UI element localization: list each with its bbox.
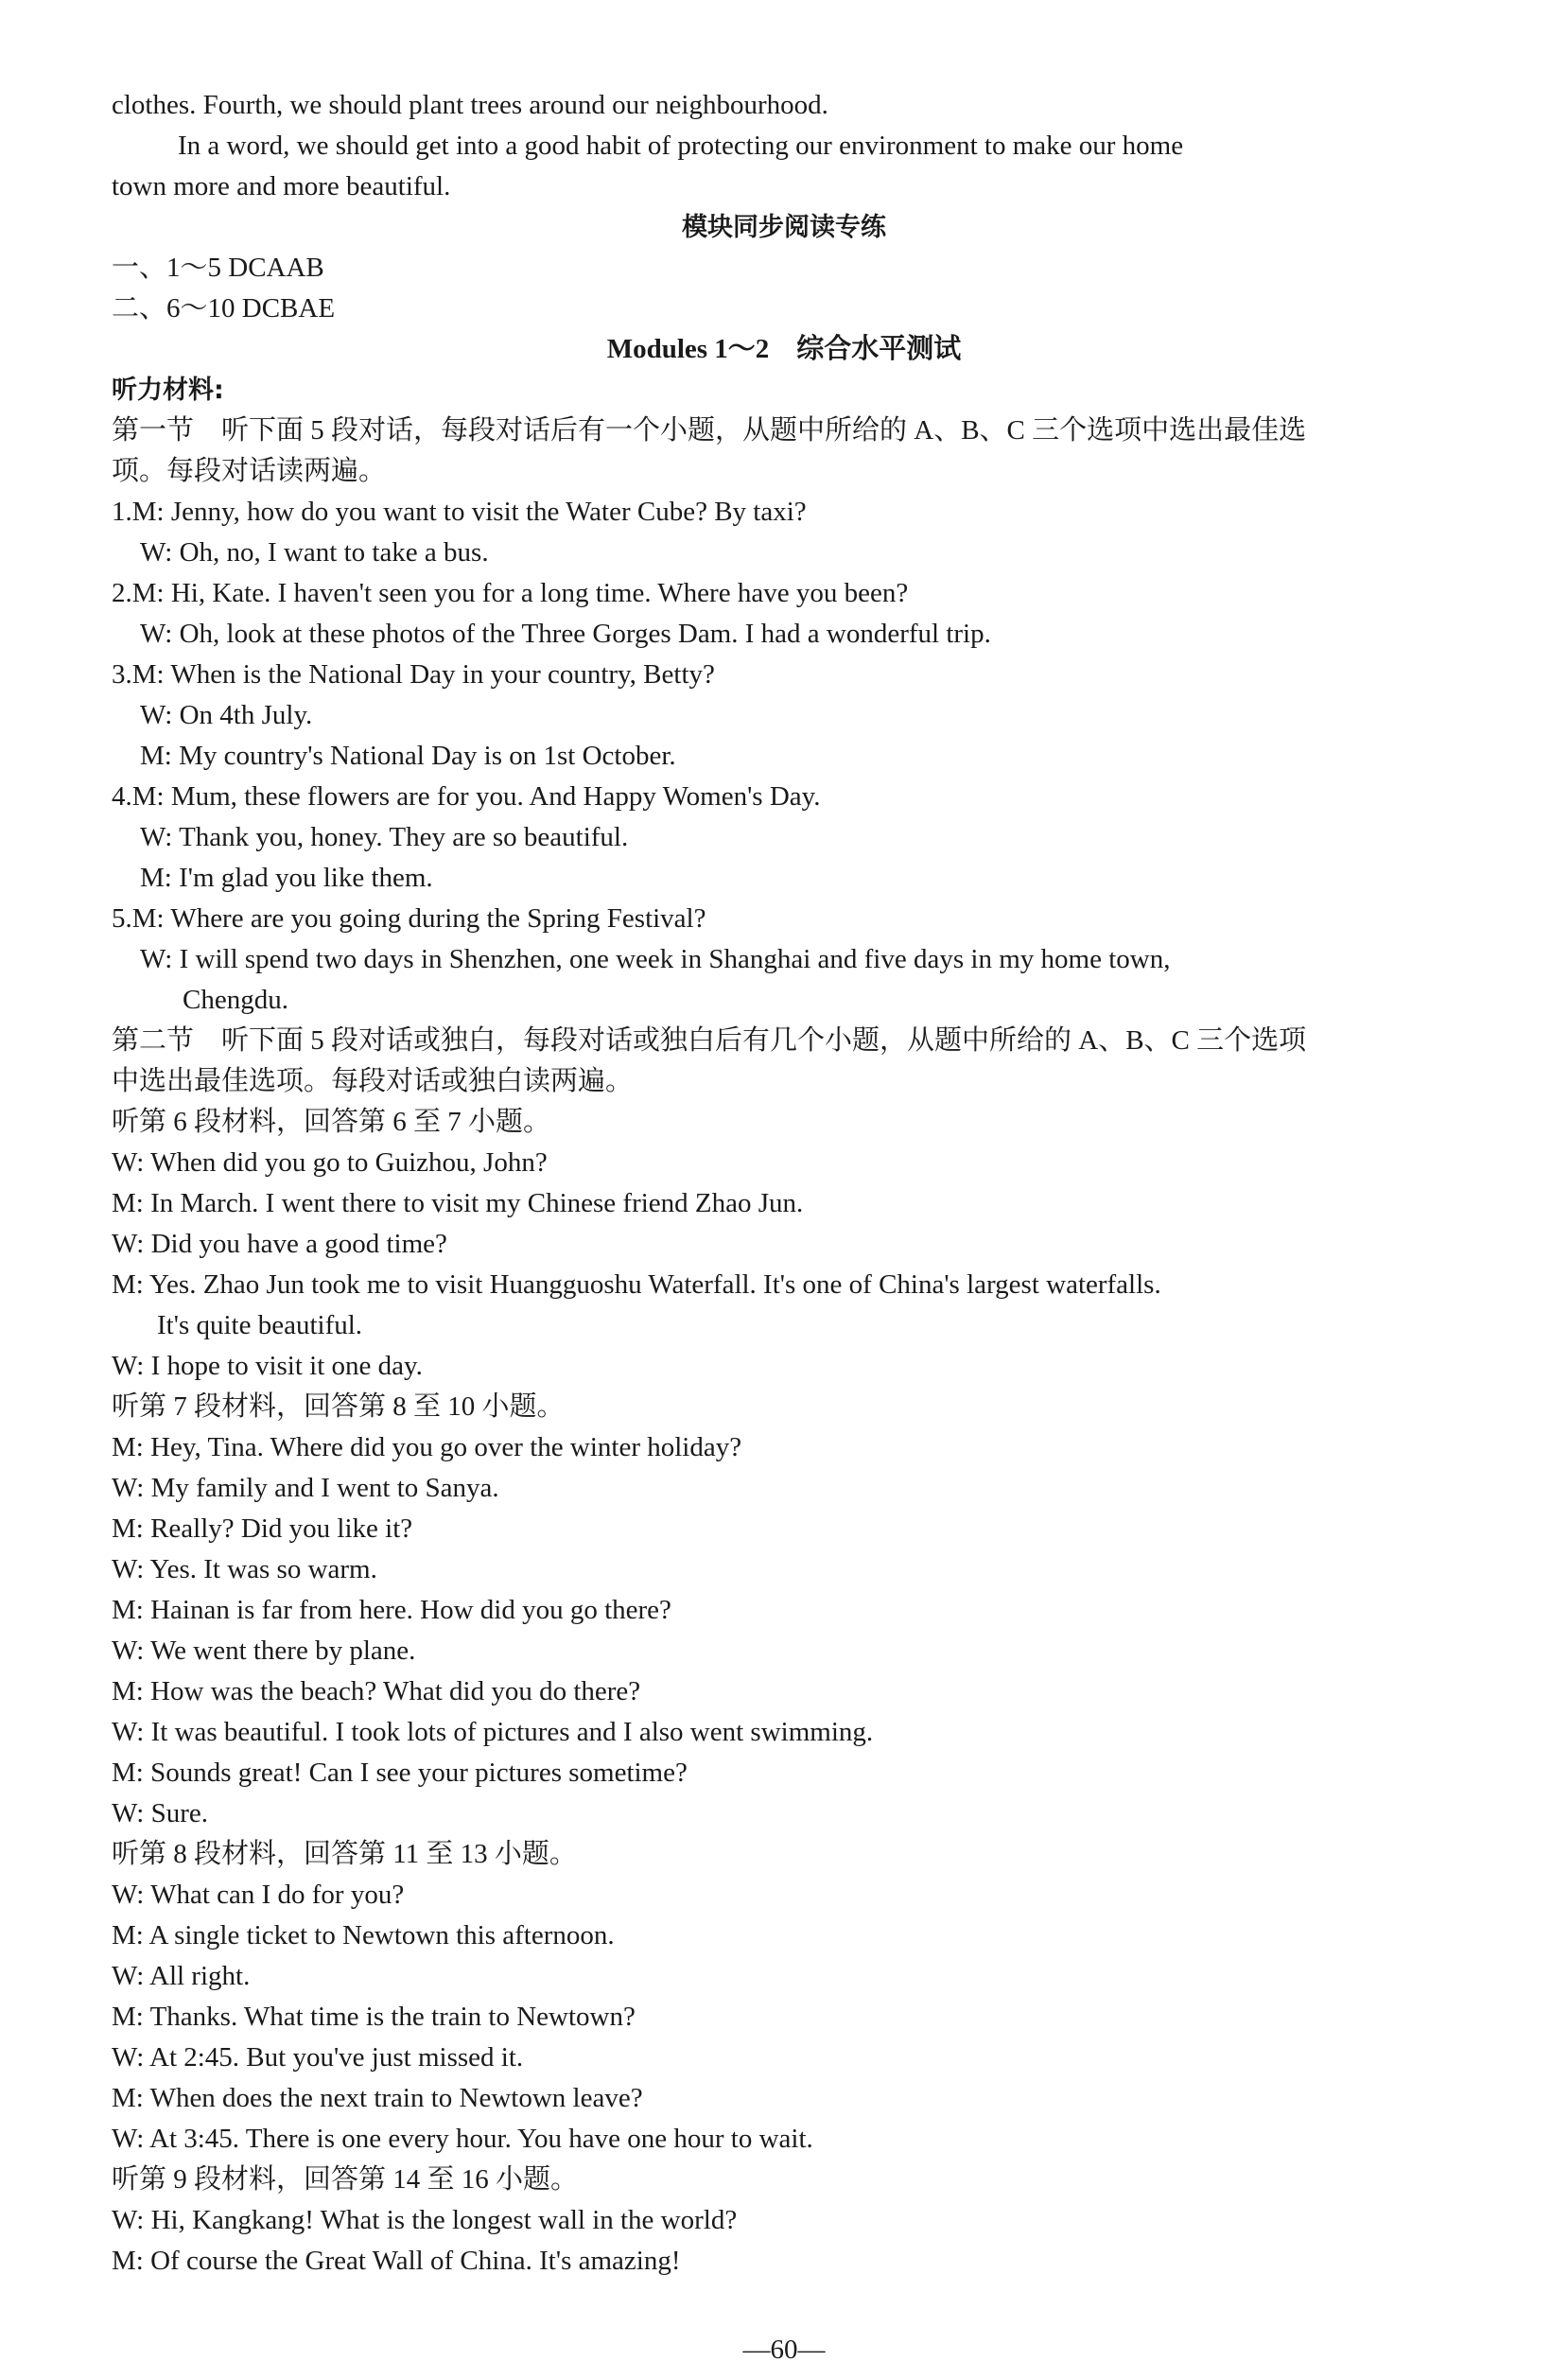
dialogue-line: W: On 4th July.: [140, 700, 313, 730]
dialogue-line: M: How was the beach? What did you do there?: [112, 1676, 641, 1706]
dialogue-line: It's quite beautiful.: [157, 1310, 363, 1340]
dialogue-line: W: Oh, look at these photos of the Three Gorges Dam. I had a wonderful trip.: [140, 619, 991, 649]
dialogue-line: M: My country's National Day is on 1st October.: [140, 741, 676, 771]
page-number: —60—: [742, 2335, 826, 2365]
dialogue-line: W: I hope to visit it one day.: [112, 1351, 423, 1381]
instruction-line: 第一节 听下面 5 段对话，每段对话后有一个小题，从题中所给的 A、B、C 三个选项中选出最佳选: [112, 415, 1307, 446]
material-intro: 听第 9 段材料，回答第 14 至 16 小题。: [112, 2164, 579, 2195]
dialogue-line: M: Sounds great! Can I see your pictures sometime?: [112, 1758, 688, 1788]
dialogue-line: M: Really? Did you like it?: [112, 1513, 413, 1544]
instruction-line: 中选出最佳选项。每段对话或独白读两遍。: [112, 1066, 634, 1096]
material-intro: 听第 7 段材料，回答第 8 至 10 小题。: [112, 1391, 565, 1422]
dialogue-line: M: Of course the Great Wall of China. It's amazing!: [112, 2246, 681, 2276]
dialogue-line: W: I will spend two days in Shenzhen, one week in Shanghai and five days in my home town,: [140, 944, 1171, 974]
dialogue-line: M: Thanks. What time is the train to Newtown?: [112, 2002, 636, 2032]
dialogue-line: 3.M: When is the National Day in your country, Betty?: [112, 659, 715, 690]
dialogue-line: M: In March. I went there to visit my Chinese friend Zhao Jun.: [112, 1188, 804, 1218]
dialogue-line: W: At 3:45. There is one every hour. You have one hour to wait.: [112, 2124, 813, 2154]
dialogue-line: M: Yes. Zhao Jun took me to visit Huangguoshu Waterfall. It's one of China's largest waterfalls.: [112, 1269, 1161, 1300]
dialogue-line: W: Sure.: [112, 1798, 209, 1828]
dialogue-line: Chengdu.: [183, 985, 288, 1015]
listening-label: 听力材料:: [112, 376, 224, 405]
text-line: clothes. Fourth, we should plant trees around our neighbourhood.: [112, 90, 828, 120]
material-intro: 听第 8 段材料，回答第 11 至 13 小题。: [112, 1839, 577, 1869]
dialogue-line: W: All right.: [112, 1961, 251, 1991]
dialogue-line: W: We went there by plane.: [112, 1636, 416, 1666]
dialogue-line: W: Did you have a good time?: [112, 1229, 447, 1259]
dialogue-line: W: At 2:45. But you've just missed it.: [112, 2042, 524, 2073]
dialogue-line: W: Thank you, honey. They are so beautiful.: [140, 822, 629, 852]
answer-line: 一、1～5 DCAAB: [112, 253, 324, 283]
material-intro: 听第 6 段材料，回答第 6 至 7 小题。: [112, 1107, 551, 1137]
dialogue-line: W: Yes. It was so warm.: [112, 1554, 377, 1584]
instruction-line: 第二节 听下面 5 段对话或独白，每段对话或独白后有几个小题，从题中所给的 A、B、C 三个选项: [112, 1025, 1307, 1056]
text-line: In a word, we should get into a good habit of protecting our environment to make our home: [178, 131, 1184, 161]
dialogue-line: 4.M: Mum, these flowers are for you. And Happy Women's Day.: [112, 781, 821, 812]
dialogue-line: W: Oh, no, I want to take a bus.: [140, 537, 489, 568]
dialogue-line: M: I'm glad you like them.: [140, 863, 433, 893]
dialogue-line: M: When does the next train to Newtown leave?: [112, 2083, 643, 2113]
text-line: town more and more beautiful.: [112, 171, 451, 201]
dialogue-line: W: What can I do for you?: [112, 1880, 405, 1910]
dialogue-line: W: When did you go to Guizhou, John?: [112, 1147, 548, 1178]
section-title: 模块同步阅读专练: [682, 213, 886, 242]
dialogue-line: 2.M: Hi, Kate. I haven't seen you for a long time. Where have you been?: [112, 578, 909, 608]
dialogue-line: W: My family and I went to Sanya.: [112, 1473, 499, 1503]
dialogue-line: 5.M: Where are you going during the Spring Festival?: [112, 903, 706, 934]
dialogue-line: M: A single ticket to Newtown this afternoon.: [112, 1920, 615, 1950]
dialogue-line: M: Hey, Tina. Where did you go over the winter holiday?: [112, 1432, 742, 1462]
answer-line: 二、6～10 DCBAE: [112, 293, 336, 324]
dialogue-line: 1.M: Jenny, how do you want to visit the Water Cube? By taxi?: [112, 497, 807, 527]
dialogue-line: W: Hi, Kangkang! What is the longest wall in the world?: [112, 2205, 738, 2235]
dialogue-line: M: Hainan is far from here. How did you go there?: [112, 1595, 671, 1625]
instruction-line: 项。每段对话读两遍。: [112, 456, 387, 486]
test-title: Modules 1～2 综合水平测试: [606, 334, 962, 364]
dialogue-line: W: It was beautiful. I took lots of pictures and I also went swimming.: [112, 1717, 874, 1747]
